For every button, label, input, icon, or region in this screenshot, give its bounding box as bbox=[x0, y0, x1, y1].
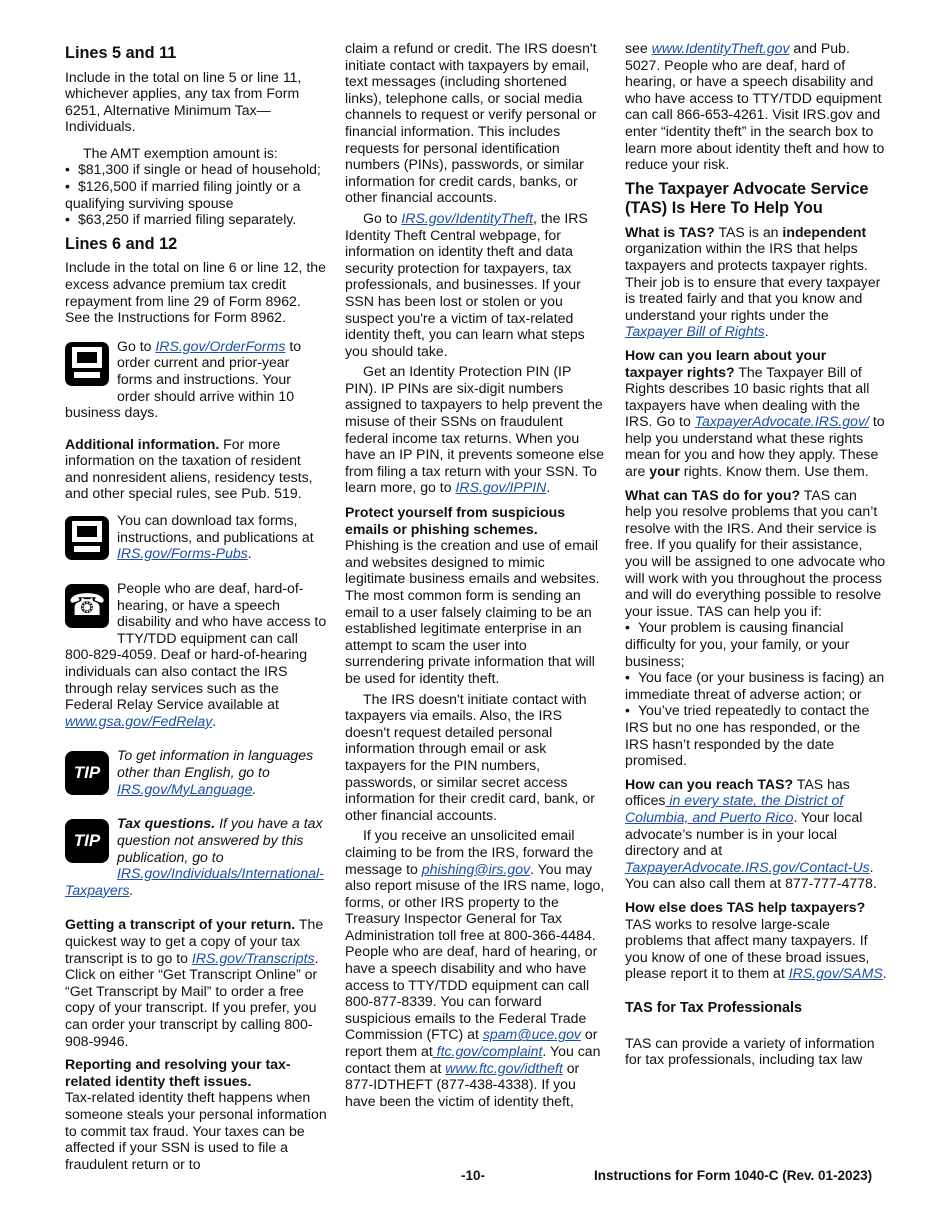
ftc-complaint-link[interactable]: ftc.gov/complaint bbox=[432, 1043, 543, 1060]
report-email-paragraph: If you receive an unsolicited email claiming to be from the IRS, forward the message to phishing@irs.gov. You may also report misuse of the IRS name, logo, forms, or other IRS property to the Treasury Inspector General for Tax Administration toll free at 800-366-4484. People who are deaf, hard of hearing, or have a speech disability and who have access to TTY/TDD equipment can call 800-877-8339. You can forward suspicious emails to the Federal Trade Commission (FTC) at spam@uce.gov or report them at ftc.gov/complaint. You can contact them at www.ftc.gov/idtheft or 877-IDTHEFT (877-438-4338). If you have been the victim of identity theft, bbox=[345, 827, 605, 1109]
identity-theft-link[interactable]: IRS.gov/IdentityTheft bbox=[401, 209, 533, 226]
fedrelay-link[interactable]: www.gsa.gov/FedRelay bbox=[65, 712, 213, 729]
heading-tas-professionals: TAS for Tax Professionals bbox=[625, 999, 802, 1016]
forms-pubs-link[interactable]: IRS.gov/Forms-Pubs bbox=[117, 545, 248, 562]
tas-help-item: • You’ve tried repeatedly to contact the IRS but no one has responded, or the IRS hasn’t responded by the date promised. bbox=[625, 702, 887, 768]
telephone-icon: ☎ bbox=[65, 584, 109, 628]
tip-icon: TIP bbox=[65, 819, 109, 863]
order-forms-block: Go to IRS.gov/OrderForms to order current and prior-year forms and instructions. Your order should arrive within 10 business days. bbox=[65, 337, 302, 421]
form-title: Instructions for Form 1040-C (Rev. 01-2023) bbox=[594, 1168, 873, 1183]
amt-item: • $126,500 if married filing jointly or a qualifying surviving spouse bbox=[65, 178, 327, 211]
column-right bbox=[625, 40, 887, 1075]
tip-languages: TIP To get information in languages other than English, go to IRS.gov/MyLanguage. bbox=[65, 747, 327, 797]
identitytheft-gov-link[interactable]: www.IdentityTheft.gov bbox=[651, 40, 790, 56]
tas-professionals-text: TAS can provide a variety of information for tax professionals, including tax law bbox=[625, 1034, 875, 1068]
computer-icon bbox=[65, 516, 109, 560]
learn-rights: How can you learn about your taxpayer rights? The Taxpayer Bill of Rights describes 10 basic rights that all taxpayers have when dealing with the IRS. Go to TaxpayerAdvocate.IRS.gov/ to help you understand what these rights mean for you and how they apply. These are your rights. Know them. Use them. bbox=[625, 346, 885, 480]
ip-pin-paragraph: Get an Identity Protection PIN (IP PIN). IP PINs are six-digit numbers assigned to taxpayers to help prevent the misuse of their SSNs on fraudulent federal income tax returns. When you have an IP PIN, it prevents someone else from filing a tax return with your SSN. To learn more, go to IRS.gov/IPPIN. bbox=[345, 363, 605, 496]
ippin-link[interactable]: IRS.gov/IPPIN bbox=[455, 479, 547, 496]
taxpayer-advocate-link[interactable]: TaxpayerAdvocate.IRS.gov/ bbox=[694, 413, 869, 430]
tip-icon: TIP bbox=[65, 751, 109, 795]
tas-help-item: • Your problem is causing financial difficulty for you, your family, or your business; bbox=[625, 619, 887, 669]
column-middle bbox=[345, 40, 607, 1116]
transcript-info: Getting a transcript of your return. The quickest way to get a copy of your tax transcript is to go to IRS.gov/Transcripts. Click on either “Get Transcript Online” or “Get Transcript by Mail” to order a free copy of your transcript. If you prefer, you can order your transcript by calling 800-908-9946. bbox=[65, 916, 324, 1049]
tty-block: ☎ People who are deaf, hard-of-hearing, or have a speech disability and who have access to TTY/TDD equipment can call 800-829-4059. Deaf or hard-of-hearing individuals can also contact the IRS through relay services such as the Federal Relay Service available at www.gsa.gov/FedRelay. bbox=[65, 580, 327, 729]
tas-contact-us-link[interactable]: TaxpayerAdvocate.IRS.gov/Contact-Us bbox=[625, 858, 870, 875]
additional-info: Additional information. For more information on the taxation of resident and nonresident aliens, residency tests, and other special rules, see Pub. 519. bbox=[65, 435, 313, 502]
heading-lines-6-12: Lines 6 and 12 bbox=[65, 234, 178, 253]
taxpayer-bill-of-rights-link[interactable]: Taxpayer Bill of Rights bbox=[625, 323, 765, 340]
ftc-idtheft-link[interactable]: www.ftc.gov/idtheft bbox=[445, 1059, 563, 1076]
what-can-tas-do: What can TAS do for you? TAS can help you resolve problems that you can’t resolve with the IRS. And their service is free. If you qualify for their assistance, you will be assigned to one advocate who will work with you throughout the process and will do everything possible to resolve your issue. TAS can help you if: bbox=[625, 486, 886, 619]
tip-tax-questions: TIP Tax questions. If you have a tax question not answered by this publication, go to IRS.gov/Individuals/International-Taxpayers. bbox=[65, 815, 324, 898]
spam-email-link[interactable]: spam@uce.gov bbox=[482, 1026, 581, 1043]
reach-tas: How can you reach TAS? TAS has offices in every state, the District of Columbia, and Puerto Rico. Your local advocate’s number is in your local directory and at TaxpayerAdvocate.IRS.gov/Contact-Us. You can also call them at 877-777-4778. bbox=[625, 775, 877, 892]
amt-item: • $81,300 if single or head of household; bbox=[65, 161, 327, 178]
tas-offices-link[interactable]: in every state, the District of Columbia, and Puerto Rico bbox=[625, 792, 844, 825]
report-identity-theft: Reporting and resolving your tax-related identity theft issues. Tax-related identity theft happens when someone steals your personal information to commit tax fraud. Your taxes can be affected if your SSN is used to file a fraudulent return or to bbox=[65, 1056, 327, 1172]
page-number: -10- bbox=[461, 1168, 486, 1183]
refund-paragraph: claim a refund or credit. The IRS doesn't initiate contact with taxpayers by email, text messages (including shortened links), telephone calls, or social media channels to request or verify personal or financial information. This includes requests for personal identification numbers (PINs), passwords, or similar information for credit cards, banks, or other financial accounts. bbox=[345, 40, 597, 206]
transcripts-link[interactable]: IRS.gov/Transcripts bbox=[191, 949, 315, 966]
amt-item: • $63,250 if married filing separately. bbox=[65, 211, 327, 228]
phishing-paragraph: Protect yourself from suspicious emails or phishing schemes. Phishing is the creation and use of email and websites designed to mimic legitimate business emails and websites. The most common form is sending an email to a user falsely claiming to be an established legitimate enterprise in an attempt to scam the user into surrendering private information that will be used for identity theft. bbox=[345, 504, 600, 686]
download-forms-block: You can download tax forms, instructions, and publications at IRS.gov/Forms-Pubs. bbox=[65, 512, 327, 562]
heading-lines-5-11: Lines 5 and 11 bbox=[65, 44, 177, 62]
heading-tas: The Taxpayer Advocate Service (TAS) Is Here To Help You bbox=[625, 179, 869, 218]
mylanguage-link[interactable]: IRS.gov/MyLanguage bbox=[117, 780, 253, 797]
lines-5-11-text: Include in the total on line 5 or line 11, whichever applies, any tax from Form 6251, Alternative Minimum Tax—Individuals. bbox=[65, 68, 302, 135]
identity-theft-central: Go to IRS.gov/IdentityTheft, the IRS Identity Theft Central webpage, for information on identity theft and data security protection for taxpayers, tax professionals, and businesses. If your SSN has been lost or stolen or you suspect you're a victim of tax-related identity theft, you can learn what steps you should take. bbox=[345, 209, 588, 359]
irs-no-email-paragraph: The IRS doesn't initiate contact with taxpayers via emails. Also, the IRS doesn't request detailed personal information through email or ask taxpayers for the PIN numbers, passwords, or similar secret access information for their credit card, bank, or other financial accounts. bbox=[345, 690, 595, 823]
international-taxpayers-link[interactable]: IRS.gov/Individuals/International-Taxpayers bbox=[65, 865, 324, 898]
tas-else: How else does TAS help taxpayers? TAS works to resolve large-scale problems that affect many taxpayers. If you know of one of these broad issues, please report it to them at IRS.gov/SAMS. bbox=[625, 898, 887, 982]
what-is-tas: What is TAS? TAS is an independent organization within the IRS that helps taxpayers and protects taxpayer rights. Their job is to ensure that every taxpayer is treated fairly and that you know and understand your rights under the Taxpayer Bill of Rights. bbox=[625, 223, 881, 340]
computer-icon bbox=[65, 342, 109, 386]
sams-link[interactable]: IRS.gov/SAMS bbox=[788, 965, 883, 982]
order-forms-link[interactable]: IRS.gov/OrderForms bbox=[155, 337, 286, 354]
identitytheft-gov-paragraph: see www.IdentityTheft.gov and Pub. 5027. People who are deaf, hard of hearing, or have a speech disability and who have access to TTY/TDD equipment can call 866-653-4261. Visit IRS.gov and enter “identity theft” in the search box to learn more about identity theft and how to reduce your risk. bbox=[625, 40, 885, 173]
lines-6-12-text: Include in the total on line 6 or line 12, the excess advance premium tax credit repayment from line 29 of Form 8962. See the Instructions for Form 8962. bbox=[65, 259, 326, 326]
phishing-email-link[interactable]: phishing@irs.gov bbox=[421, 860, 531, 877]
amt-intro: The AMT exemption amount is: bbox=[83, 144, 278, 161]
column-left bbox=[65, 40, 327, 1179]
tas-help-item: • You face (or your business is facing) an immediate threat of adverse action; or bbox=[625, 669, 887, 702]
